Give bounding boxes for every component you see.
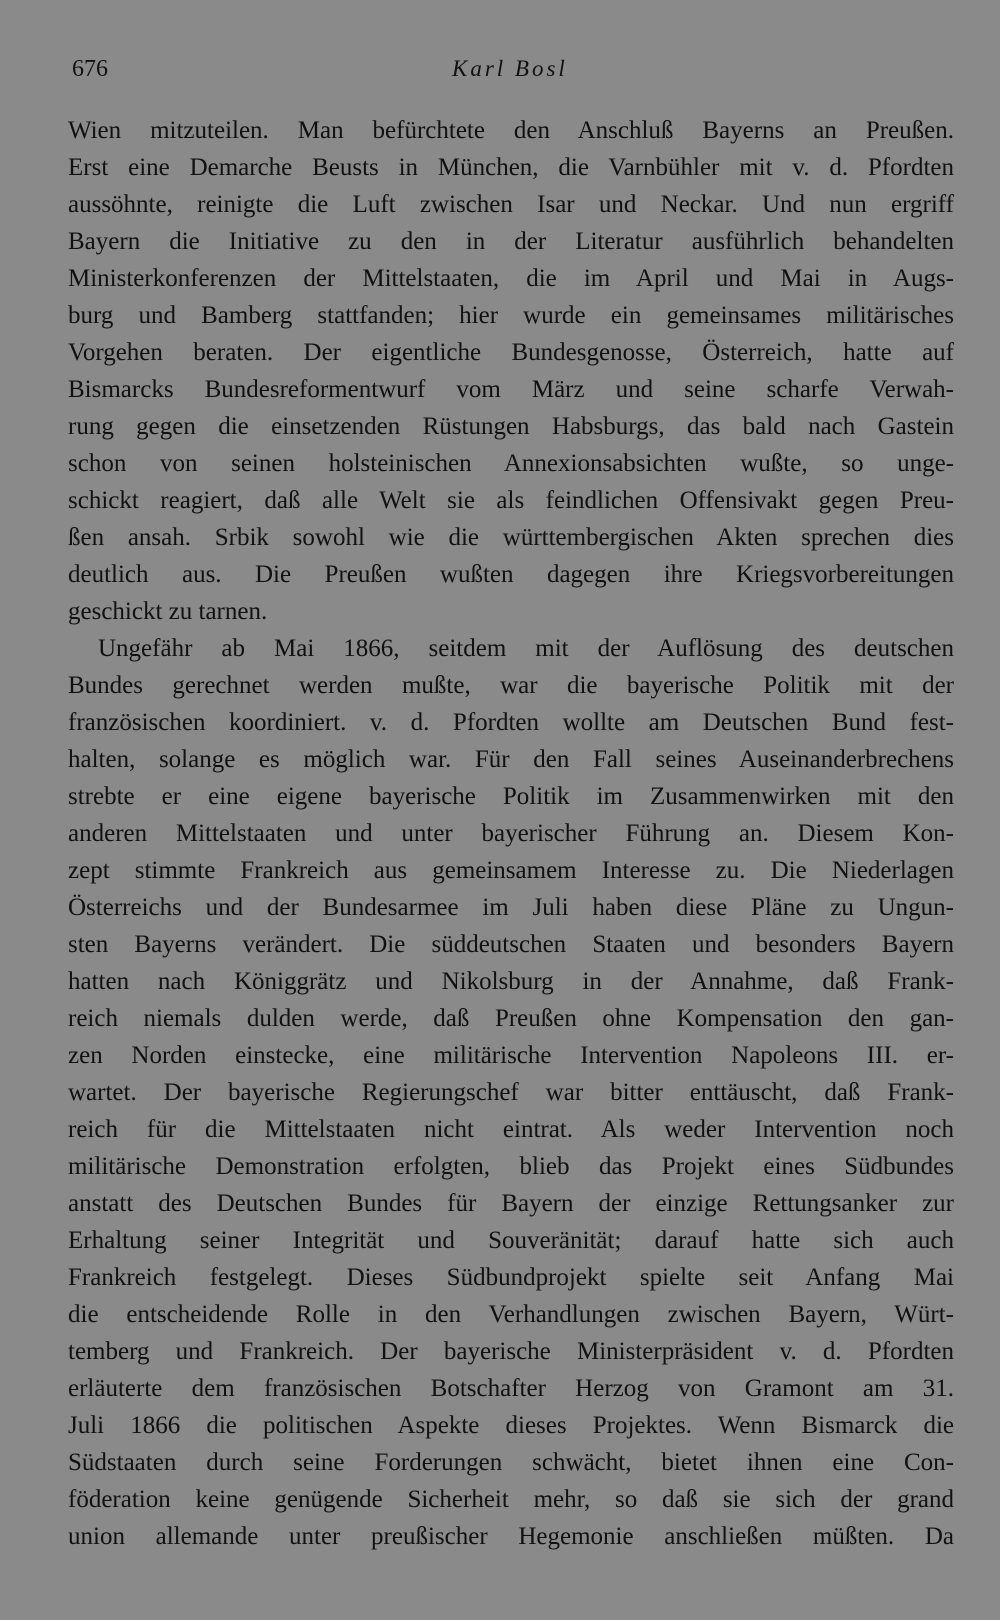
- text-line: schon von seinen holsteinischen Annexionsabsichten wußte, so unge-: [68, 450, 954, 477]
- text-line: temberg und Frankreich. Der bayerische Ministerpräsident v. d. Pfordten: [68, 1338, 954, 1365]
- text-line: rung gegen die einsetzenden Rüstungen Habsburgs, das bald nach Gastein: [68, 413, 954, 440]
- text-line: union allemande unter preußischer Hegemonie anschließen müßten. Da: [68, 1523, 954, 1550]
- text-line: Bayern die Initiative zu den in der Literatur ausführlich behandelten: [68, 228, 954, 255]
- text-line: zen Norden einstecke, eine militärische Intervention Napoleons III. er-: [68, 1042, 954, 1069]
- text-line: anderen Mittelstaaten und unter bayerischer Führung an. Diesem Kon-: [68, 820, 954, 847]
- text-line: halten, solange es möglich war. Für den Fall seines Auseinanderbrechens: [68, 746, 954, 773]
- text-line: Ungefähr ab Mai 1866, seitdem mit der Auflösung des deutschen: [98, 635, 954, 662]
- text-line: hatten nach Königgrätz und Nikolsburg in der Annahme, daß Frank-: [68, 968, 954, 995]
- text-line: föderation keine genügende Sicherheit mehr, so daß sie sich der grand: [68, 1486, 954, 1513]
- text-line: Juli 1866 die politischen Aspekte dieses Projektes. Wenn Bismarck die: [68, 1412, 954, 1439]
- text-line: reich niemals dulden werde, daß Preußen ohne Kompensation den gan-: [68, 1005, 954, 1032]
- text-line: Erst eine Demarche Beusts in München, die Varnbühler mit v. d. Pfordten: [68, 154, 954, 181]
- text-line: die entscheidende Rolle in den Verhandlungen zwischen Bayern, Würt-: [68, 1301, 954, 1328]
- text-line: schickt reagiert, daß alle Welt sie als feindlichen Offensivakt gegen Preu-: [68, 487, 954, 514]
- text-line: Wien mitzuteilen. Man befürchtete den Anschluß Bayerns an Preußen.: [68, 117, 954, 144]
- text-line: militärische Demonstration erfolgten, blieb das Projekt eines Südbundes: [68, 1153, 954, 1180]
- page-header: [72, 52, 952, 92]
- text-line: Erhaltung seiner Integrität und Souveränität; darauf hatte sich auch: [68, 1227, 954, 1254]
- text-line: zept stimmte Frankreich aus gemeinsamem Interesse zu. Die Niederlagen: [68, 857, 954, 884]
- text-line: sten Bayerns verändert. Die süddeutschen Staaten und besonders Bayern: [68, 931, 954, 958]
- text-line: aussöhnte, reinigte die Luft zwischen Isar und Neckar. Und nun ergriff: [68, 191, 954, 218]
- text-line: Südstaaten durch seine Forderungen schwächt, bietet ihnen eine Con-: [68, 1449, 954, 1476]
- text-line: deutlich aus. Die Preußen wußten dagegen ihre Kriegsvorbereitungen: [68, 561, 954, 588]
- text-line: Vorgehen beraten. Der eigentliche Bundesgenosse, Österreich, hatte auf: [68, 339, 954, 366]
- text-line: burg und Bamberg stattfanden; hier wurde ein gemeinsames militärisches: [68, 302, 954, 329]
- text-line: anstatt des Deutschen Bundes für Bayern der einzige Rettungsanker zur: [68, 1190, 954, 1217]
- text-line: Bismarcks Bundesreformentwurf vom März und seine scharfe Verwah-: [68, 376, 954, 403]
- page-number: 676: [72, 56, 108, 82]
- text-line: reich für die Mittelstaaten nicht eintrat. Als weder Intervention noch: [68, 1116, 954, 1143]
- text-line: Ministerkonferenzen der Mittelstaaten, die im April und Mai in Augs-: [68, 265, 954, 292]
- text-line: ßen ansah. Srbik sowohl wie die württembergischen Akten sprechen dies: [68, 524, 954, 551]
- text-line: Frankreich festgelegt. Dieses Südbundprojekt spielte seit Anfang Mai: [68, 1264, 954, 1291]
- text-line: strebte er eine eigene bayerische Politik im Zusammenwirken mit den: [68, 783, 954, 810]
- paragraph-2: [68, 630, 954, 1555]
- body-text: [68, 112, 954, 1555]
- text-line: Bundes gerechnet werden mußte, war die bayerische Politik mit der: [68, 672, 954, 699]
- text-line: geschickt zu tarnen.: [68, 598, 268, 625]
- paragraph-1: [68, 112, 954, 630]
- text-line: Österreichs und der Bundesarmee im Juli haben diese Pläne zu Ungun-: [68, 894, 954, 921]
- text-line: wartet. Der bayerische Regierungschef war bitter enttäuscht, daß Frank-: [68, 1079, 954, 1106]
- text-line: erläuterte dem französischen Botschafter Herzog von Gramont am 31.: [68, 1375, 954, 1402]
- running-head-author: Karl Bosl: [452, 56, 568, 81]
- text-line: französischen koordiniert. v. d. Pfordten wollte am Deutschen Bund fest-: [68, 709, 954, 736]
